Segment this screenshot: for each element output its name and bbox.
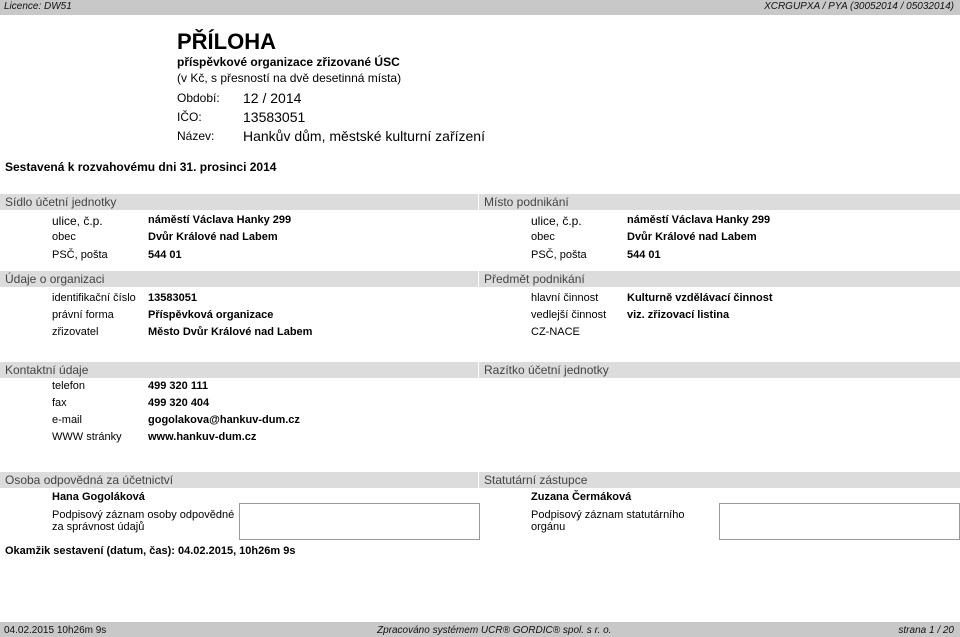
kontakt-telefon-label: telefon [52,380,86,392]
razitko-section-bar [479,362,960,378]
sidlo-section-bar [0,194,478,210]
units-note: (v Kč, s přesností na dvě desetinná místa) [177,71,402,85]
predmet-hlavni-value: Kulturně vzdělávací činnost [627,292,773,304]
kontakt-www-value: www.hankuv-dum.cz [148,431,257,443]
statutar-section-title: Statutární zástupce [484,473,588,487]
udaje-id-value: 13583051 [148,292,197,304]
sidlo-psc-label: PSČ, pošta [52,249,108,261]
statutar-section-bar [479,472,960,488]
page-title: PŘÍLOHA [177,29,276,54]
footer-page-number: strana 1 / 20 [898,625,954,636]
misto-ulice-value: náměstí Václava Hanky 299 [627,214,771,226]
sestavena-text: Sestavená k rozvahovému dni 31. prosinci 2014 [5,160,277,174]
statutar-name: Zuzana Čermáková [531,491,632,503]
osoba-sig-line1: Podpisový záznam osoby odpovědné [52,509,235,521]
sidlo-ulice-value: náměstí Václava Hanky 299 [148,214,292,226]
misto-ulice-label: ulice, č.p. [531,214,582,228]
udaje-id-label: identifikační číslo [52,292,136,304]
sidlo-ulice-label: ulice, č.p. [52,214,103,228]
nazev-label: Název: [177,129,215,143]
predmet-hlavni-label: hlavní činnost [531,292,599,304]
footer-processed-by: Zpracováno systémem UCR® GORDIC® spol. s r. o. [377,625,612,636]
predmet-section-bar [479,271,960,287]
osoba-name: Hana Gogoláková [52,491,145,503]
footer-bar [0,622,960,637]
udaje-zrizovatel-label: zřizovatel [52,326,99,338]
licence-text: Licence: DW51 [4,1,72,12]
misto-obec-value: Dvůr Králové nad Labem [627,231,757,243]
misto-section-bar [479,194,960,210]
osoba-sig-line2: za správnost údajů [52,521,145,533]
misto-obec-label: obec [531,231,555,243]
statutar-sig-line2: orgánu [531,521,566,533]
udaje-forma-label: právní forma [52,309,114,321]
kontakt-section-bar [0,362,478,378]
predmet-nace-label: CZ-NACE [531,326,580,338]
okamzik-text: Okamžik sestavení (datum, čas): 04.02.2015, 10h26m 9s [5,545,296,557]
kontakt-email-value: gogolakova@hankuv-dum.cz [148,414,300,426]
kontakt-www-label: WWW stránky [52,431,122,443]
ico-label: IČO: [177,110,202,124]
statutar-sig-line1: Podpisový záznam statutárního [531,509,685,521]
osoba-signature-box [239,503,480,540]
ico-value: 13583051 [243,109,306,125]
misto-psc-label: PSČ, pošta [531,249,587,261]
udaje-section-bar [0,271,478,287]
predmet-vedlejsi-value: viz. zřizovací listina [627,309,730,321]
statutar-signature-box [719,503,960,540]
obdobi-value: 12 / 2014 [243,90,302,106]
kontakt-telefon-value: 499 320 111 [148,380,208,392]
udaje-forma-value: Příspěvková organizace [148,309,274,321]
misto-section-title: Místo podnikání [484,195,569,209]
top-bar [0,0,960,15]
predmet-section-title: Předmět podnikání [484,272,585,286]
sidlo-obec-label: obec [52,231,76,243]
sidlo-psc-value: 544 01 [148,249,182,261]
kontakt-fax-label: fax [52,397,67,409]
udaje-zrizovatel-value: Město Dvůr Králové nad Labem [148,326,313,338]
report-code-text: XCRGUPXA / PYA (30052014 / 05032014) [764,1,954,12]
sidlo-obec-value: Dvůr Králové nad Labem [148,231,278,243]
razitko-section-title: Razítko účetní jednotky [484,363,609,377]
predmet-vedlejsi-label: vedlejší činnost [531,309,607,321]
sidlo-section-title: Sídlo účetní jednotky [5,195,117,209]
udaje-section-title: Údaje o organizaci [5,272,105,286]
obdobi-label: Období: [177,91,220,105]
kontakt-section-title: Kontaktní údaje [5,363,89,377]
nazev-value: Hankův dům, městské kulturní zařízení [243,128,485,144]
kontakt-fax-value: 499 320 404 [148,397,210,409]
kontakt-email-label: e-mail [52,414,82,426]
footer-datetime: 04.02.2015 10h26m 9s [4,625,107,636]
misto-psc-value: 544 01 [627,249,661,261]
osoba-section-title: Osoba odpovědná za účetnictví [5,473,174,487]
osoba-section-bar [0,472,478,488]
page-subtitle: příspěvkové organizace zřizované ÚSC [177,55,400,69]
